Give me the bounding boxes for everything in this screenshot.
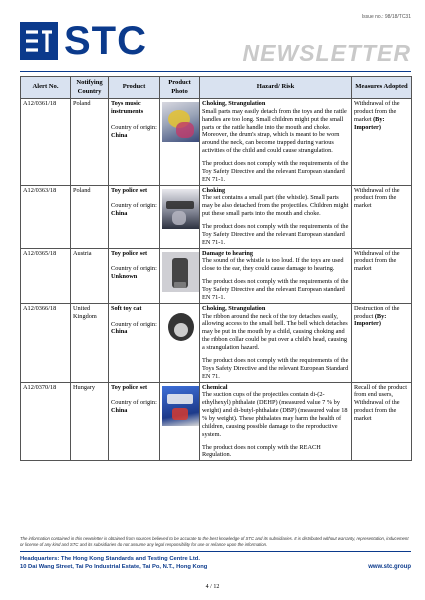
toy-police-set-photo: [162, 252, 199, 292]
table-row: [21, 248, 412, 303]
hazard-description: The suction cups of the projectiles contain di-(2-ethylhexyl) phthalate (DEHP) (measured value 7 % by weight) and di-butyl-phthalate (DBP) (measured value 18 % by weight). These phthalates may harm the health of children, causing possible damage to the reproductive system.: [202, 391, 348, 438]
notifying-country: Poland: [71, 185, 109, 248]
header-product-photo: Product Photo: [160, 77, 200, 99]
photo-cell: [160, 303, 200, 382]
origin-label: Country of origin:: [111, 123, 157, 131]
table-row: [21, 99, 412, 186]
origin-label: Country of origin:: [111, 202, 157, 210]
header-alert-no: Alert No.: [21, 77, 71, 99]
measures-by: (By: Importer): [354, 312, 387, 328]
measures-text: Withdrawal of the product from the market: [354, 249, 400, 273]
origin-value: Unknown: [111, 273, 138, 281]
notifying-country: Hungary: [71, 382, 109, 461]
compliance-text: The product does not comply with the requirements of the Toy Safety Directive and the relevant European standard EN 71-1.: [202, 278, 349, 301]
product-cell: [109, 99, 160, 186]
alert-number: A12/0370/18: [21, 382, 71, 461]
header-divider: [20, 71, 411, 72]
measures-text: Destruction of the product: [354, 304, 400, 320]
product-name: Toy police set: [111, 186, 148, 194]
notifying-country: United Kingdom: [71, 303, 109, 382]
headquarters-address: [20, 555, 207, 572]
measures-cell: [352, 99, 412, 186]
hazard-description: Small parts may easily detach from the toys and the rattle handles are too long. Small children might put the small parts or the rattle handle into the mouth and choke. Moreover, the drum's strap, which is meant to be worn around the neck, can become trapped during various activities of the child and could cause strangulation.: [202, 107, 347, 155]
hazard-title: Chemical: [202, 383, 228, 391]
newsletter-title: NEWSLETTER: [242, 40, 411, 66]
photo-cell: [160, 382, 200, 461]
hazard-cell: [200, 303, 352, 382]
toy-police-set-photo: [162, 386, 199, 426]
product-name: Toys music instruments: [111, 100, 144, 115]
measures-text: Withdrawal of the product from the market: [354, 100, 400, 123]
stc-logo: [20, 19, 180, 63]
soft-toy-cat-photo: [162, 307, 199, 347]
hazard-cell: [200, 185, 352, 248]
photo-cell: [160, 185, 200, 248]
issue-number: Issue no.: 98/18/TC31: [361, 14, 411, 20]
compliance-text: The product does not comply with the requirements of the Toy Safety Directive and the relevant European standard EN 71-1.: [202, 160, 349, 183]
origin-value: China: [111, 407, 128, 415]
origin-value: China: [111, 328, 128, 336]
product-cell: [109, 185, 160, 248]
toy-music-instruments-photo: [162, 102, 199, 142]
compliance-text: The product does not comply with the requirements of the Toys Safety Directive and the relevant European Standard EN 71.: [202, 356, 349, 380]
alert-number: A12/0363/18: [21, 185, 71, 248]
alert-number: A12/0366/18: [21, 303, 71, 382]
product-cell: [109, 382, 160, 461]
origin-value: China: [111, 131, 128, 139]
header-product: Product: [109, 77, 160, 99]
footer-divider: [20, 551, 411, 552]
hazard-cell: [200, 99, 352, 186]
product-name: Toy police set: [111, 383, 148, 391]
hazard-description: The sound of the whistle is too loud. If the toys are used close to the ear, they could cause damage to hearing.: [202, 257, 344, 273]
product-cell: [109, 303, 160, 382]
header-measures-adopted: Measures Adopted: [352, 77, 412, 99]
measures-cell: [352, 248, 412, 303]
hazard-title: Damage to hearing: [202, 249, 254, 257]
page-number: 4 / 12: [205, 584, 220, 590]
origin-label: Country of origin:: [111, 399, 157, 407]
table-row: [21, 382, 412, 461]
table-row: [21, 303, 412, 382]
stc-logo-mark-icon: [20, 22, 58, 60]
hazard-title: Choking: [202, 186, 226, 194]
hazard-description: The ribbon around the neck of the toy detaches easily, allowing access to the small bell. The bell which detaches may be put in the mouth by a child, causing choking and the ribbon collar could be put over a child's head, causing a strangulation hazard.: [202, 312, 348, 352]
website-link[interactable]: www.stc.group: [368, 564, 411, 570]
disclaimer: The information contained in this newsletter is obtained from sources believed to be accurate to the best knowledge of STC and its subsidiaries. It is distributed without warranty, representation, inducement or license of any kind and STC and its subsidiaries do not assume any legal responsibility for use or reliance upon the information.: [20, 536, 409, 547]
hazard-cell: [200, 382, 352, 461]
compliance-text: The product does not comply with the REACH Regulation.: [202, 443, 321, 459]
compliance-text: The product does not comply with the requirements of the Toy Safety Directive and the relevant European standard EN 71-1.: [202, 223, 349, 246]
measures-by: (By: Importer): [354, 115, 385, 131]
hazard-cell: [200, 248, 352, 303]
table-header-row: [21, 77, 412, 99]
origin-label: Country of origin:: [111, 320, 157, 328]
measures-cell: [352, 303, 412, 382]
table-row: [21, 185, 412, 248]
headquarters-line-1: Headquarters: The Hong Kong Standards and Testing Centre Ltd.: [20, 556, 200, 562]
notifying-country: Poland: [71, 99, 109, 186]
hazard-title: Choking, Strangulation: [202, 100, 266, 107]
measures-cell: [352, 185, 412, 248]
origin-value: China: [111, 210, 128, 218]
product-cell: [109, 248, 160, 303]
origin-label: Country of origin:: [111, 265, 157, 273]
photo-cell: [160, 248, 200, 303]
notifying-country: Austria: [71, 248, 109, 303]
measures-text: Recall of the product from end users, Withdrawal of the product from the market: [354, 383, 407, 422]
measures-cell: [352, 382, 412, 461]
headquarters-line-2: 10 Dai Wang Street, Tai Po Industrial Estate, Tai Po, N.T., Hong Kong: [20, 564, 208, 571]
alert-number: A12/0365/18: [21, 248, 71, 303]
hazard-description: The set contains a small part (the whistle). Small parts may be also detached from the projectiles. Children might put these small parts into the mouth and choke.: [202, 194, 349, 218]
measures-text: Withdrawal of the product from the market: [354, 186, 400, 210]
product-name: Toy police set: [111, 249, 148, 257]
toy-police-set-photo: [162, 189, 199, 229]
header-notifying-country: Notifying Country: [71, 77, 109, 99]
photo-cell: [160, 99, 200, 186]
header-hazard-risk: Hazard/ Risk: [200, 77, 352, 99]
alert-number: A12/0361/18: [21, 99, 71, 186]
logo-text: STC: [64, 19, 147, 63]
product-name: Soft toy cat: [111, 304, 142, 312]
alerts-table: [20, 76, 412, 461]
hazard-title: Choking, Strangulation: [202, 304, 266, 312]
